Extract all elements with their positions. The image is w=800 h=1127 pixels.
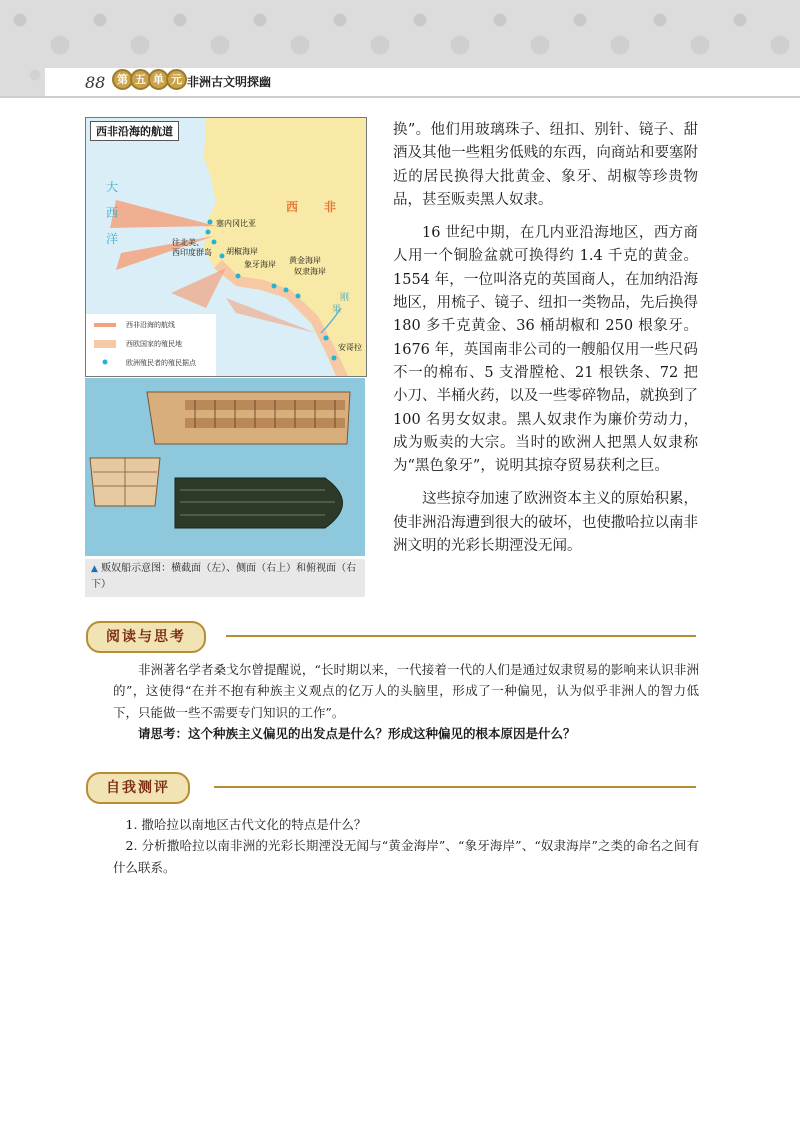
west-africa-coast-map: [85, 117, 367, 377]
body-paragraph: 这些掠夺加速了欧洲资本主义的原始积累，使非洲沿海遭到很大的破坏，也使撒哈拉以南非洲文明的光彩长期湮没无闻。: [393, 491, 698, 555]
caption-text: 贩奴船示意图：横截面（左）、侧面（右上）和俯视面（右下）: [91, 563, 357, 590]
map-title: 西非沿海的航道: [90, 121, 179, 141]
unit-char: 单: [148, 69, 169, 90]
reading-paragraph: 非洲著名学者桑戈尔曾提醒说，“长时期以来，一代接着一代的人们是通过奴隶贸易的影响来认识非洲的”，这使得“在并不抱有种族主义观点的亿万人的头脑里，形成了一种偏见，认为似乎非洲人的智力低下，只能做一些不需要专门知识的工作”。: [113, 662, 699, 720]
reading-heading: 阅读与思考: [86, 621, 206, 653]
unit-char: 元: [166, 69, 187, 90]
caption-triangle-icon: ▲: [91, 564, 98, 574]
section-divider: [214, 786, 696, 788]
slave-ship-illustration: [85, 378, 365, 556]
body-text-column: [393, 119, 698, 558]
region-label: 奴隶海岸: [294, 267, 326, 276]
region-label: 象牙海岸: [244, 260, 276, 269]
unit-title: 非洲古文明探幽: [187, 75, 272, 89]
ship-drawing: [85, 378, 365, 556]
west-africa-label: 西: [286, 200, 299, 214]
self-test-section-header: [86, 772, 696, 802]
ocean-label: 西: [106, 206, 119, 220]
ocean-label: 洋: [106, 232, 119, 246]
reading-text: [113, 659, 699, 744]
ocean-label: 大: [106, 180, 119, 194]
reading-section-header: [86, 621, 696, 651]
ship-caption: [85, 559, 365, 597]
body-paragraph: 16 世纪中期，在几内亚沿海地区，西方商人用一个铜脸盆就可换得约 1.4 千克的黄金。1554 年，一位叫洛克的英国商人，在加纳沿海地区，用梳子、镜子、纽扣一类物品，先后换得 180 多千克黄金、36 桶胡椒和 250 根象牙。1676 年，英国南非公司的一艘船仅用一些尺码不一的棉布、5 支滑膛枪、21 根铁条、72 把小刀、半桶火药，以及一些零碎物品，就换到了 100 名男女奴隶。黑人奴隶作为廉价劳动力，成为贩卖的大宗。当时的欧洲人把黑人奴隶称为“黑色象牙”，说明其掠夺贸易获利之巨。: [393, 225, 698, 475]
self-test-item: 1. 撒哈拉以南地区古代文化的特点是什么？: [125, 817, 367, 832]
self-test-heading: 自我测评: [86, 772, 190, 804]
region-label: 安哥拉: [338, 343, 362, 352]
region-label: 塞内冈比亚: [216, 219, 256, 228]
legend-colony: 西欧国家的殖民地: [126, 340, 182, 348]
reading-question: 请思考：这个种族主义偏见的出发点是什么？形成这种偏见的根本原因是什么？: [138, 725, 576, 741]
unit-char: 第: [112, 69, 133, 90]
route-label: 往北美、 西印度群岛: [172, 238, 212, 257]
unit-char: 五: [130, 69, 151, 90]
river-label: 果: [332, 305, 342, 315]
section-divider: [226, 635, 696, 637]
region-label: 黄金海岸: [289, 256, 321, 265]
region-label: 胡椒海岸: [226, 247, 258, 256]
legend-outpost: 欧洲殖民者的殖民据点: [126, 359, 196, 367]
page-number: 88: [85, 73, 106, 92]
body-paragraph: 换”。他们用玻璃珠子、纽扣、别针、镜子、甜酒及其他一些粗劣低贱的东西，向商站和要塞附近的居民换得大批黄金、象牙、胡椒等珍贵物品，甚至贩卖黑人奴隶。: [393, 122, 698, 208]
west-africa-label: 非: [324, 200, 337, 214]
river-label: 刚: [340, 293, 350, 303]
self-test-items: [113, 814, 699, 878]
legend-route: 西非沿海的航线: [126, 321, 175, 329]
self-test-item: 2. 分析撒哈拉以南非洲的光彩长期湮没无闻与“黄金海岸”、“象牙海岸”、“奴隶海岸”之类的命名之间有什么联系。: [113, 838, 699, 875]
